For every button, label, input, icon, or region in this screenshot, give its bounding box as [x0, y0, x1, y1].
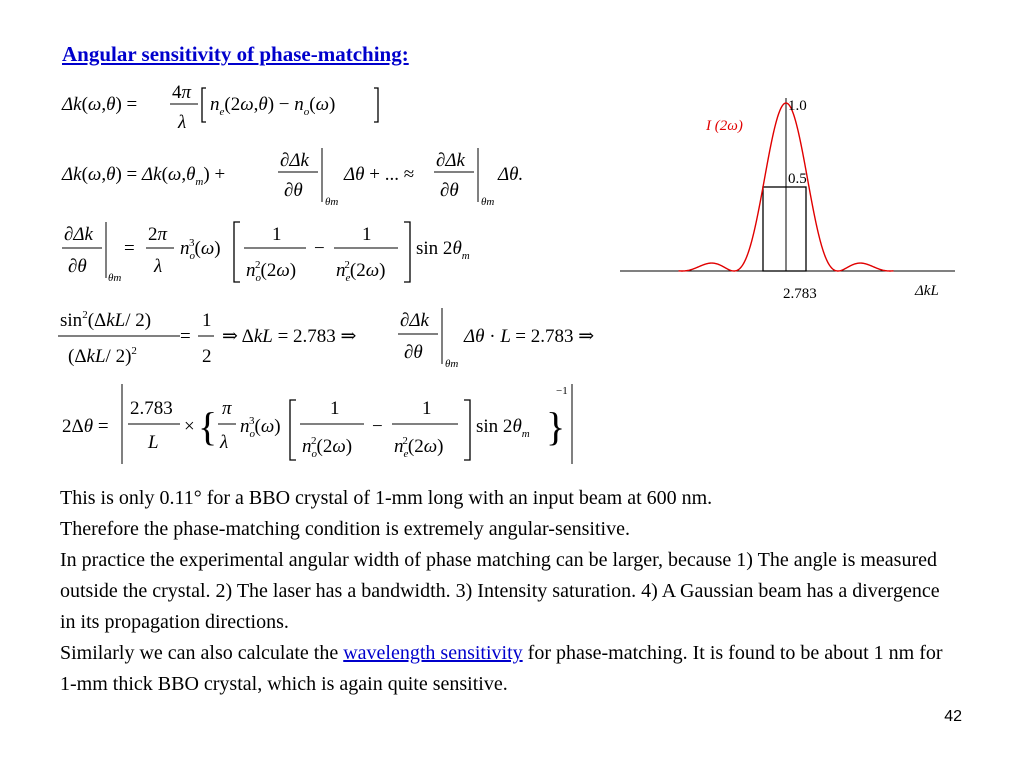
svg-text:−: −	[372, 416, 383, 437]
svg-text:4π: 4π	[172, 82, 192, 103]
wavelength-sensitivity-link[interactable]: wavelength sensitivity	[343, 642, 523, 664]
svg-text:Δk(ω,θ) = Δk(ω,θm) +: $\Delta k(\omega,\theta) = \Delta k(\omega,\theta_m)$ +	[62, 164, 226, 188]
svg-text:sin 2θm: $\sin 2\theta_m$	[416, 238, 470, 262]
page-number: 42	[944, 708, 962, 725]
body-line-3: In practice the experimental angular width of phase matching can be larger, because 1) The angle is measured outside the crystal. 2) The laser has a bandwidth. 3) Intensity saturation. 4) A Gaussian beam has a divergence in its propagation directions.	[60, 549, 940, 633]
svg-text:{: {	[198, 404, 218, 449]
svg-text:1: 1	[330, 398, 340, 419]
svg-text:no2(2ω): $n_o2(2\omega)$	[246, 259, 297, 284]
svg-text:=: =	[124, 238, 135, 259]
body-line-1: This is only 0.11° for a BBO crystal of 1-mm long with an input beam at 600 nm.	[60, 487, 713, 509]
svg-text:no3(ω): $n_o3(\omega)$	[180, 237, 221, 262]
svg-text:Δθ + ... ≈: Δθ + ... ≈	[344, 164, 415, 185]
svg-text:sin2(ΔkL/ 2): $\sin^2(\Delta kL/$ 2)	[60, 309, 152, 331]
equation-2	[61, 148, 523, 208]
svg-text:∂Δk: ∂Δk	[64, 224, 93, 245]
svg-text:θm: θm	[445, 358, 459, 370]
svg-text:1: 1	[202, 310, 212, 331]
svg-text:θm: θm	[108, 272, 122, 284]
x-axis-label: ΔkL	[915, 283, 939, 299]
sinc-squared-chart	[610, 90, 960, 305]
svg-text:∂θ: ∂θ	[440, 180, 459, 201]
svg-text:=: =	[180, 326, 191, 347]
svg-text:Δk(ω,θ) =: Δk(ω,θ) =	[62, 94, 138, 115]
body-line-4-after: for phase-matching. It is found to be about 1 nm for 1-mm thick BBO crystal, which is again quite sensitive.	[60, 642, 943, 695]
y-tick-half: 0.5	[788, 171, 807, 187]
body-text	[60, 483, 960, 700]
svg-text:ne(2ω,θ) − no(ω): $n_e(2\omega,\theta) - n_o(\omega)$	[210, 94, 336, 118]
svg-text:L: L	[148, 432, 159, 453]
svg-text:∂θ: ∂θ	[68, 256, 87, 277]
svg-text:θm: θm	[481, 196, 495, 208]
svg-text:ne2(2ω): $n_e2(2\omega)$	[394, 435, 444, 460]
svg-text:Δθ · L = 2.783 ⇒: Δθ · L = 2.783 ⇒	[464, 326, 595, 347]
svg-text:∂Δk: ∂Δk	[280, 150, 309, 171]
equation-5	[62, 384, 572, 464]
half-width-box	[763, 187, 806, 271]
svg-text:ne2(2ω): $n_e2(2\omega)$	[336, 259, 386, 284]
svg-text:×: ×	[184, 416, 195, 437]
svg-text:sin 2θm: $\sin 2\theta_m$	[476, 416, 530, 440]
svg-text:2.783: 2.783	[130, 398, 173, 419]
svg-text:Δθ.: Δθ.	[498, 164, 524, 185]
svg-text:∂Δk: ∂Δk	[400, 310, 429, 331]
svg-text:−1: −1	[556, 385, 568, 397]
svg-text:1: 1	[422, 398, 432, 419]
equations-block	[0, 0, 640, 480]
body-line-2: Therefore the phase-matching condition is extremely angular-sensitive.	[60, 518, 630, 540]
body-line-4-before: Similarly we can also calculate the	[60, 642, 344, 664]
svg-text:no3(ω): $n_o3(\omega)$	[240, 415, 281, 440]
svg-text:(ΔkL/ 2)2: (ΔkL/ 2)$^2$	[68, 345, 137, 367]
svg-text:}: }	[546, 404, 566, 449]
equation-1	[61, 82, 378, 133]
x-tick-2783: 2.783	[783, 286, 817, 302]
svg-text:∂Δk: ∂Δk	[436, 150, 465, 171]
svg-text:λ: λ	[154, 256, 163, 277]
svg-text:θm: θm	[325, 196, 339, 208]
svg-text:2: 2	[202, 346, 212, 367]
body-line-4	[60, 638, 960, 700]
slide-title: Angular sensitivity of phase-matching:	[62, 42, 409, 66]
svg-text:no2(2ω): $n_o2(2\omega)$	[302, 435, 353, 460]
curve-label: I (2ω)	[706, 118, 743, 134]
svg-text:1: 1	[362, 224, 372, 245]
svg-text:1: 1	[272, 224, 282, 245]
svg-text:2Δθ =: 2Δθ =	[62, 416, 109, 437]
svg-text:∂θ: ∂θ	[404, 342, 423, 363]
svg-text:−: −	[314, 238, 325, 259]
svg-text:π: π	[222, 398, 232, 419]
y-tick-1: 1.0	[788, 98, 807, 114]
svg-text:∂θ: ∂θ	[284, 180, 303, 201]
svg-text:2π: 2π	[148, 224, 168, 245]
svg-text:λ: λ	[220, 432, 229, 453]
equation-4	[58, 308, 594, 370]
svg-text:⇒ ΔkL = 2.783 ⇒: ⇒ ΔkL = 2.783 ⇒	[222, 326, 357, 347]
svg-text:λ: λ	[178, 112, 187, 133]
equation-3	[62, 222, 470, 284]
